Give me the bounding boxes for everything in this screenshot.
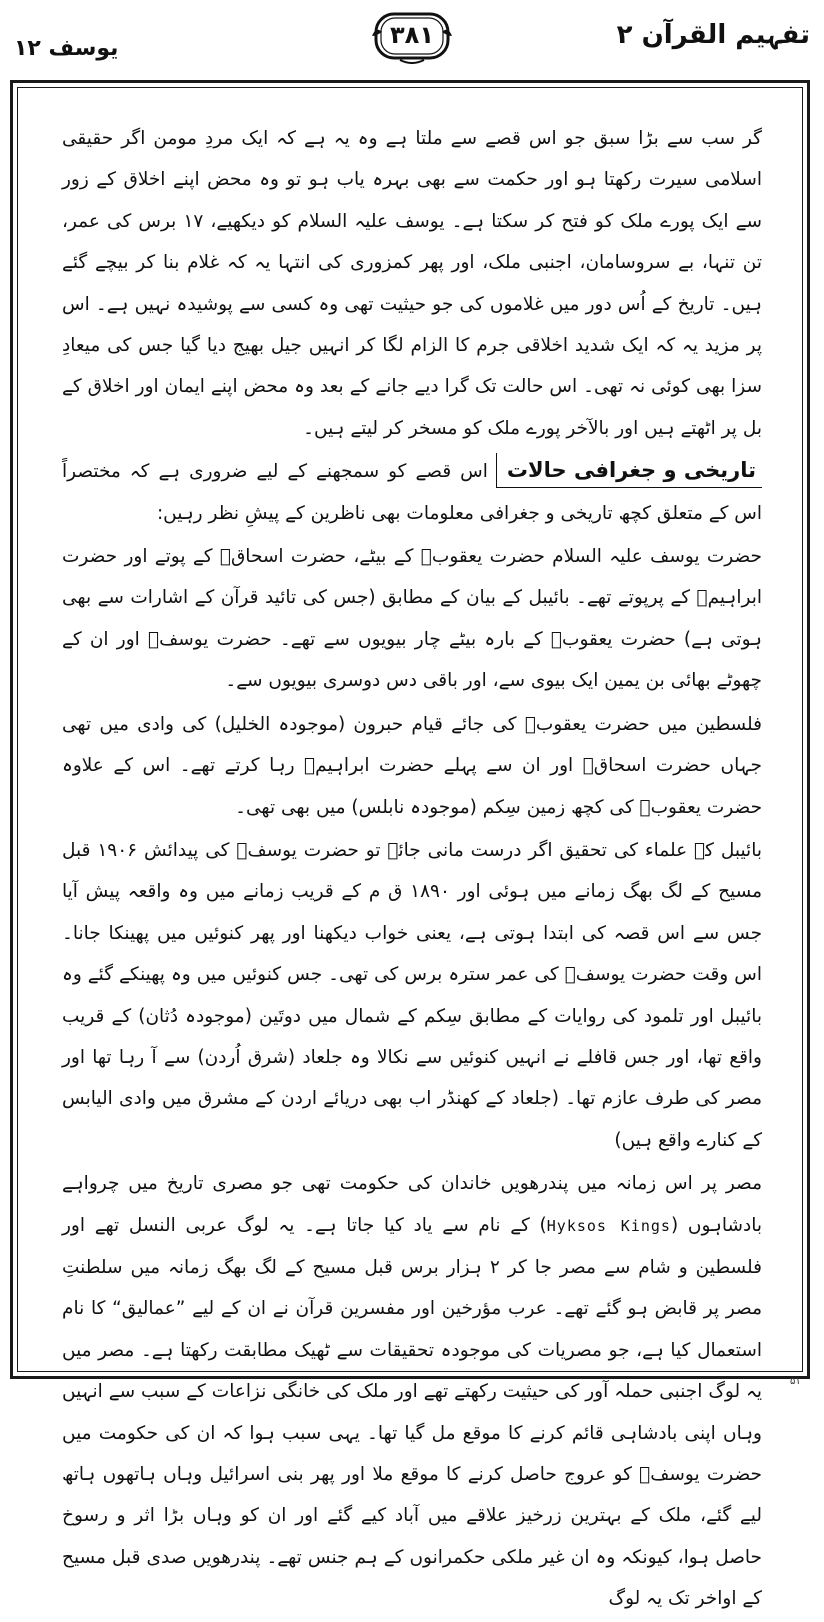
paragraph-historical-intro: [62, 451, 762, 534]
paragraph-historical-intro-text: اس قصے کو سمجھنے کے لیے ضروری ہے کہ مختصراً اس کے متعلق کچھ تاریخی و جغرافی معلومات بھی ناظرین کے پیشِ نظر رہیں:: [62, 461, 762, 524]
chapter-title: یوسف ۱۲: [14, 36, 119, 61]
paragraph-chronology: بائیبل کے علماء کی تحقیق اگر درست مانی جائے تو حضرت یوسفؑ کی پیدائش ۱۹۰۶ قبل مسیح کے لگ بھگ زمانے میں ہوئی اور ۱۸۹۰ ق م کے قریب زمانے میں وہ واقعہ پیش آیا جس سے اس قصہ کی ابتدا ہوتی ہے، یعنی خواب دیکھنا اور پھر کنوئیں میں پھینکا جانا۔ اس وقت حضرت یوسفؑ کی عمر سترہ برس کی تھی۔ جس کنوئیں میں وہ پھینکے گئے وہ بائیبل اور تلمود کی روایات کے مطابق سِکم کے شمال میں دوتَین (موجودہ دُثان) کے قریب واقع تھا، اور جس قافلے نے انہیں کنوئیں سے نکالا وہ جلعاد (شرق اُردن) سے آ رہا تھا اور مصر کی طرف عازم تھا۔ (جلعاد کے کھنڈر اب بھی دریائے اردن کے مشرق میں وادی الیابس کے کنارے واقع ہیں): [62, 839, 763, 1151]
paragraph-egypt-end: ) کے نام سے یاد کیا جاتا ہے۔ یہ لوگ عربی النسل تھے اور فلسطین و شام سے مصر جا کر ۲ ہزار برس قبل مسیح کے لگ بھگ زمانہ میں سلطنتِ مصر پر قابض ہو گئے تھے۔ عرب مؤرخین اور مفسرین قرآن نے ان کے لیے ”عمالیق“ کا نام استعمال کیا ہے، جو مصریات کی موجودہ تحقیقات سے ٹھیک مطابقت رکھتا ہے۔ مصر میں یہ لوگ اجنبی حملہ آور کی حیثیت رکھتے تھے اور ملک کی خانگی نزاعات کے سبب سے انہیں وہاں اپنی بادشاہی قائم کرنے کا موقع مل گیا تھا۔ یہی سبب ہوا کہ ان کی حکومت میں حضرت یوسفؑ کو عروج حاصل کرنے کا موقع ملا اور پھر بنی اسرائیل وہاں ہاتھوں ہاتھ لیے گئے، ملک کے بہترین زرخیز علاقے میں آباد کیے گئے اور ان کو وہاں بڑا اثر و رسوخ حاصل ہوا، کیونکہ وہ ان غیر ملکی حکمرانوں کے ہم جنس تھے۔ پندرھویں صدی قبل مسیح کے اواخر تک یہ لوگ: [62, 1214, 762, 1610]
corner-mark: ۵۱: [790, 1376, 801, 1387]
body-text: [62, 118, 762, 1622]
page-number: ۳۸۱: [390, 21, 434, 49]
paragraph-palestine: فلسطین میں حضرت یعقوبؑ کی جائے قیام حبرون (موجودہ الخلیل) کی وادی میں تھی جہاں حضرت اسحاقؑ اور ان سے پہلے حضرت ابراہیمؑ رہا کرتے تھے۔ اس کے علاوہ حضرت یعقوبؑ کی کچھ زمین سِکم (موجودہ نابلس) میں بھی تھی۔: [62, 713, 762, 818]
page-header: [14, 10, 810, 72]
paragraph-lesson: گر سب سے بڑا سبق جو اس قصے سے ملتا ہے وہ یہ ہے کہ ایک مردِ مومن اگر حقیقی اسلامی سیرت رکھتا ہو اور حکمت سے بھی بہرہ یاب ہو تو وہ محض اپنے اخلاق کے زور سے ایک پورے ملک کو فتح کر سکتا ہے۔ یوسف علیہ السلام کو دیکھیے، ۱۷ برس کی عمر، تن تنہا، بے سروسامان، اجنبی ملک، اور پھر کمزوری کی انتہا یہ کہ غلام بنا کر بیچے گئے ہیں۔ تاریخ کے اُس دور میں غلاموں کی جو حیثیت تھی وہ کسی سے پوشیدہ نہیں ہے۔ اس پر مزید یہ کہ ایک شدید اخلاقی جرم کا الزام لگا کر انہیں جیل بھیج دیا گیا جس کی میعادِ سزا بھی کوئی نہ تھی۔ اس حالت تک گرا دیے جانے کے بعد وہ محض اپنے ایمان اور اخلاق کے بل پر اٹھتے ہیں اور بالآخر پورے ملک کو مسخر کر لیتے ہیں۔: [62, 128, 762, 439]
page-number-badge: [370, 10, 454, 64]
hyksos-kings-text: Hyksos Kings: [546, 1216, 671, 1235]
section-heading: تاریخی و جغرافی حالات: [496, 453, 762, 488]
book-title: تفہیم القرآن ۲: [616, 20, 810, 50]
paragraph-lineage: حضرت یوسف علیہ السلام حضرت یعقوبؑ کے بیٹے، حضرت اسحاقؑ کے پوتے اور حضرت ابراہیمؑ کے پرپوتے تھے۔ بائیبل کے بیان کے مطابق (جس کی تائید قرآن کے اشارات سے بھی ہوتی ہے) حضرت یعقوبؑ کے بارہ بیٹے چار بیویوں سے تھے۔ حضرت یوسفؑ اور ان کے چھوٹے بھائی بن یمین ایک بیوی سے، اور باقی دس دوسری بیویوں سے۔: [62, 546, 762, 692]
paragraph-egypt: [62, 1163, 762, 1619]
paragraph-egypt-start: مصر پر اس زمانہ میں پندرھویں خاندان کی حکومت تھی جو مصری تاریخ میں چرواہے بادشاہوں (: [62, 1173, 763, 1236]
